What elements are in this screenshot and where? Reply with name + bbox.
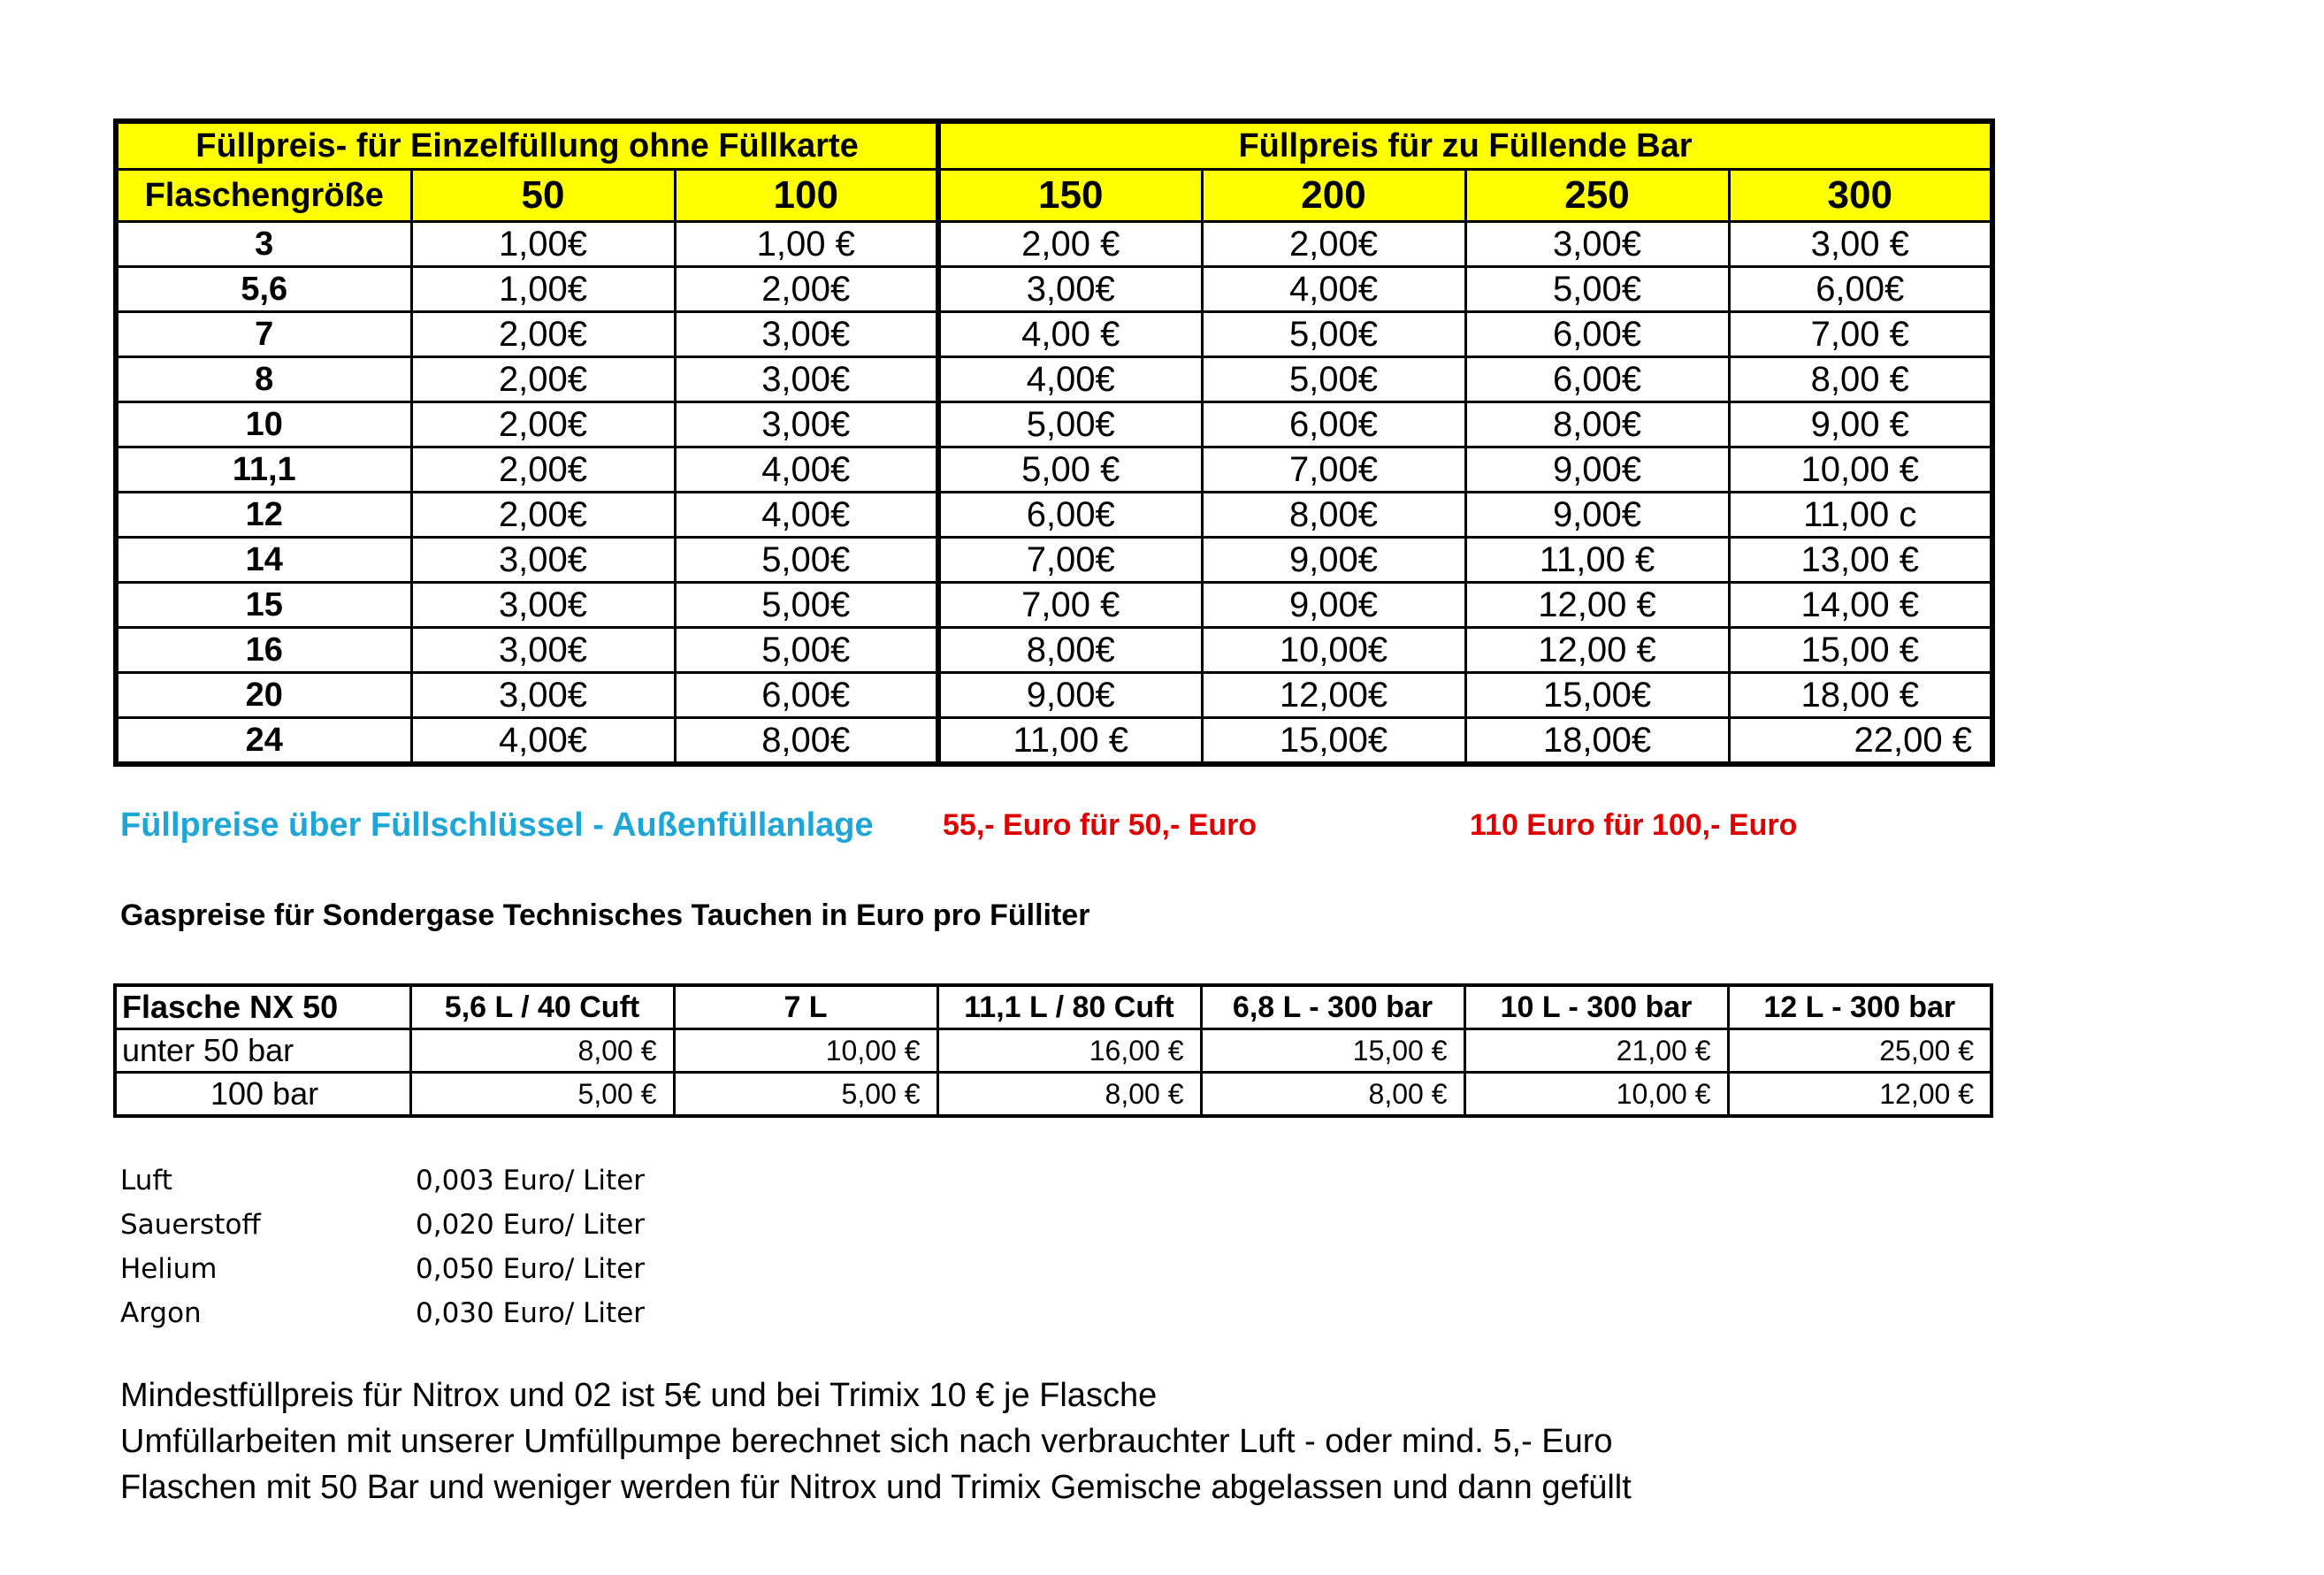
price-cell: 18,00 € xyxy=(1729,673,1992,718)
price-cell: 3,00€ xyxy=(675,402,938,447)
gas-price: 0,050 Euro/ Liter xyxy=(416,1253,646,1285)
price-cell: 3,00€ xyxy=(411,673,675,718)
bottle-size-cell: 20 xyxy=(116,673,411,718)
nitrox-price-table xyxy=(113,983,1993,1118)
nitrox-cell: 21,00 € xyxy=(1464,1029,1728,1073)
bottle-size-cell: 16 xyxy=(116,628,411,673)
price-cell: 2,00€ xyxy=(411,312,675,357)
table-row xyxy=(116,447,1992,493)
price-cell: 8,00€ xyxy=(1202,493,1465,538)
nitrox-column-header: 11,1 L / 80 Cuft xyxy=(937,985,1201,1029)
price-cell: 4,00 € xyxy=(938,312,1202,357)
bottle-size-cell: 15 xyxy=(116,583,411,628)
price-cell: 1,00 € xyxy=(675,222,938,267)
bottle-size-cell: 7 xyxy=(116,312,411,357)
price-cell: 7,00€ xyxy=(938,538,1202,583)
price-cell: 13,00 € xyxy=(1729,538,1992,583)
gas-name: Luft xyxy=(120,1165,172,1197)
price-cell: 4,00€ xyxy=(1202,267,1465,312)
gas-price: 0,003 Euro/ Liter xyxy=(416,1165,646,1197)
table-row xyxy=(115,1073,1991,1117)
nitrox-header-row xyxy=(115,985,1991,1029)
price-cell: 2,00€ xyxy=(411,357,675,402)
table-row xyxy=(116,583,1992,628)
table-row xyxy=(116,312,1992,357)
price-cell: 15,00€ xyxy=(1465,673,1729,718)
bottle-size-cell: 24 xyxy=(116,718,411,765)
bar-column-header: 150 xyxy=(938,170,1202,222)
nitrox-column-header: 7 L xyxy=(674,985,937,1029)
fill-key-offer: 55,- Euro für 50,- Euro xyxy=(943,808,1258,842)
price-cell: 22,00 € xyxy=(1729,718,1992,765)
table-row xyxy=(116,493,1992,538)
table-row xyxy=(115,1029,1991,1073)
price-cell: 4,00€ xyxy=(675,447,938,493)
gas-name: Argon xyxy=(120,1297,202,1329)
price-cell: 1,00€ xyxy=(411,222,675,267)
bottle-size-header: Flaschengröße xyxy=(116,170,411,222)
price-cell: 6,00€ xyxy=(1465,312,1729,357)
price-cell: 9,00 € xyxy=(1729,402,1992,447)
table-row xyxy=(116,538,1992,583)
price-cell: 18,00€ xyxy=(1465,718,1729,765)
gas-price: 0,020 Euro/ Liter xyxy=(416,1209,646,1241)
price-cell: 3,00€ xyxy=(411,628,675,673)
bar-column-header: 50 xyxy=(411,170,675,222)
price-cell: 9,00€ xyxy=(1202,538,1465,583)
price-cell: 9,00€ xyxy=(1465,447,1729,493)
nitrox-column-header: 5,6 L / 40 Cuft xyxy=(410,985,674,1029)
nitrox-cell: 12,00 € xyxy=(1728,1073,1991,1117)
price-cell: 3,00€ xyxy=(675,357,938,402)
price-cell: 4,00€ xyxy=(675,493,938,538)
nitrox-cell: 16,00 € xyxy=(937,1029,1201,1073)
price-cell: 3,00€ xyxy=(411,583,675,628)
fill-price-body xyxy=(116,222,1992,765)
table-row xyxy=(116,222,1992,267)
fill-key-offer: 110 Euro für 100,- Euro xyxy=(1470,808,1798,842)
table-row xyxy=(116,673,1992,718)
price-cell: 2,00€ xyxy=(411,447,675,493)
nitrox-cell: 25,00 € xyxy=(1728,1029,1991,1073)
table-column-header-row xyxy=(116,170,1992,222)
nitrox-cell: 10,00 € xyxy=(1464,1073,1728,1117)
price-cell: 8,00€ xyxy=(675,718,938,765)
price-cell: 5,00€ xyxy=(1465,267,1729,312)
price-cell: 8,00€ xyxy=(1465,402,1729,447)
bar-column-header: 100 xyxy=(675,170,938,222)
nitrox-cell: 8,00 € xyxy=(937,1073,1201,1117)
price-cell: 9,00€ xyxy=(938,673,1202,718)
price-cell: 11,00 € xyxy=(938,718,1202,765)
table-row xyxy=(116,402,1992,447)
price-cell: 1,00€ xyxy=(411,267,675,312)
price-cell: 2,00 € xyxy=(938,222,1202,267)
nitrox-cell: 15,00 € xyxy=(1201,1029,1464,1073)
price-cell: 12,00 € xyxy=(1465,628,1729,673)
price-cell: 5,00€ xyxy=(675,538,938,583)
price-cell: 3,00€ xyxy=(938,267,1202,312)
price-cell: 8,00 € xyxy=(1729,357,1992,402)
price-cell: 6,00€ xyxy=(938,493,1202,538)
bottle-size-cell: 8 xyxy=(116,357,411,402)
price-cell: 8,00€ xyxy=(938,628,1202,673)
nitrox-cell: 5,00 € xyxy=(674,1073,937,1117)
table-row xyxy=(116,267,1992,312)
price-cell: 12,00 € xyxy=(1465,583,1729,628)
price-cell: 2,00€ xyxy=(675,267,938,312)
bar-column-header: 300 xyxy=(1729,170,1992,222)
note-line: Mindestfüllpreis für Nitrox und 02 ist 5€ und bei Trimix 10 € je Flasche xyxy=(120,1377,1158,1414)
nitrox-row-label: 100 bar xyxy=(115,1073,410,1117)
nitrox-column-header: 10 L - 300 bar xyxy=(1464,985,1728,1029)
price-cell: 3,00€ xyxy=(411,538,675,583)
price-cell: 2,00€ xyxy=(1202,222,1465,267)
list-item xyxy=(120,1203,645,1247)
price-cell: 7,00€ xyxy=(1202,447,1465,493)
gas-price: 0,030 Euro/ Liter xyxy=(416,1297,646,1329)
price-cell: 5,00 € xyxy=(938,447,1202,493)
price-cell: 3,00 € xyxy=(1729,222,1992,267)
price-cell: 7,00 € xyxy=(1729,312,1992,357)
note-line: Flaschen mit 50 Bar und weniger werden für Nitrox und Trimix Gemische abgelassen und dann gefüllt xyxy=(120,1469,1632,1506)
price-cell: 5,00€ xyxy=(1202,357,1465,402)
price-cell: 15,00 € xyxy=(1729,628,1992,673)
bottle-size-cell: 11,1 xyxy=(116,447,411,493)
bar-fill-header: Füllpreis für zu Füllende Bar xyxy=(938,121,1992,170)
fill-price-table xyxy=(113,119,1995,767)
note-line: Umfüllarbeiten mit unserer Umfüllpumpe berechnet sich nach verbrauchter Luft - oder mind. 5,- Euro xyxy=(120,1423,1613,1460)
price-cell: 9,00€ xyxy=(1202,583,1465,628)
gas-name: Sauerstoff xyxy=(120,1209,261,1241)
price-cell: 5,00€ xyxy=(675,628,938,673)
price-cell: 5,00€ xyxy=(1202,312,1465,357)
price-cell: 15,00€ xyxy=(1202,718,1465,765)
list-item xyxy=(120,1158,645,1203)
price-cell: 6,00€ xyxy=(1465,357,1729,402)
special-gas-title: Gaspreise für Sondergase Technisches Tauchen in Euro pro Fülliter xyxy=(120,898,1090,932)
nitrox-column-header: 12 L - 300 bar xyxy=(1728,985,1991,1029)
price-cell: 2,00€ xyxy=(411,493,675,538)
price-cell: 3,00€ xyxy=(675,312,938,357)
bar-column-header: 250 xyxy=(1465,170,1729,222)
bottle-size-cell: 10 xyxy=(116,402,411,447)
bottle-size-cell: 5,6 xyxy=(116,267,411,312)
price-cell: 11,00 c xyxy=(1729,493,1992,538)
nitrox-first-header: Flasche NX 50 xyxy=(115,985,410,1029)
price-cell: 2,00€ xyxy=(411,402,675,447)
price-cell: 5,00€ xyxy=(938,402,1202,447)
bottle-size-cell: 14 xyxy=(116,538,411,583)
single-fill-header: Füllpreis- für Einzelfüllung ohne Füllkarte xyxy=(116,121,938,170)
price-cell: 12,00€ xyxy=(1202,673,1465,718)
price-cell: 4,00€ xyxy=(938,357,1202,402)
price-cell: 10,00€ xyxy=(1202,628,1465,673)
price-cell: 10,00 € xyxy=(1729,447,1992,493)
nitrox-cell: 8,00 € xyxy=(1201,1073,1464,1117)
table-row xyxy=(116,357,1992,402)
fill-key-title: Füllpreise über Füllschlüssel - Außenfüllanlage xyxy=(120,807,874,844)
bottle-size-cell: 12 xyxy=(116,493,411,538)
gas-name: Helium xyxy=(120,1253,218,1285)
price-cell: 11,00 € xyxy=(1465,538,1729,583)
price-cell: 7,00 € xyxy=(938,583,1202,628)
price-cell: 9,00€ xyxy=(1465,493,1729,538)
nitrox-column-header: 6,8 L - 300 bar xyxy=(1201,985,1464,1029)
list-item xyxy=(120,1247,645,1291)
table-group-header-row xyxy=(116,121,1992,170)
table-row xyxy=(116,718,1992,765)
nitrox-row-label: unter 50 bar xyxy=(115,1029,410,1073)
nitrox-cell: 5,00 € xyxy=(410,1073,674,1117)
price-cell: 6,00€ xyxy=(1729,267,1992,312)
price-cell: 6,00€ xyxy=(1202,402,1465,447)
notes xyxy=(120,1372,1632,1510)
list-item xyxy=(120,1291,645,1335)
price-cell: 6,00€ xyxy=(675,673,938,718)
nitrox-cell: 10,00 € xyxy=(674,1029,937,1073)
table-row xyxy=(116,628,1992,673)
price-cell: 3,00€ xyxy=(1465,222,1729,267)
price-cell: 4,00€ xyxy=(411,718,675,765)
gas-price-list xyxy=(120,1158,645,1335)
bottle-size-cell: 3 xyxy=(116,222,411,267)
price-cell: 14,00 € xyxy=(1729,583,1992,628)
price-cell: 5,00€ xyxy=(675,583,938,628)
nitrox-cell: 8,00 € xyxy=(410,1029,674,1073)
bar-column-header: 200 xyxy=(1202,170,1465,222)
